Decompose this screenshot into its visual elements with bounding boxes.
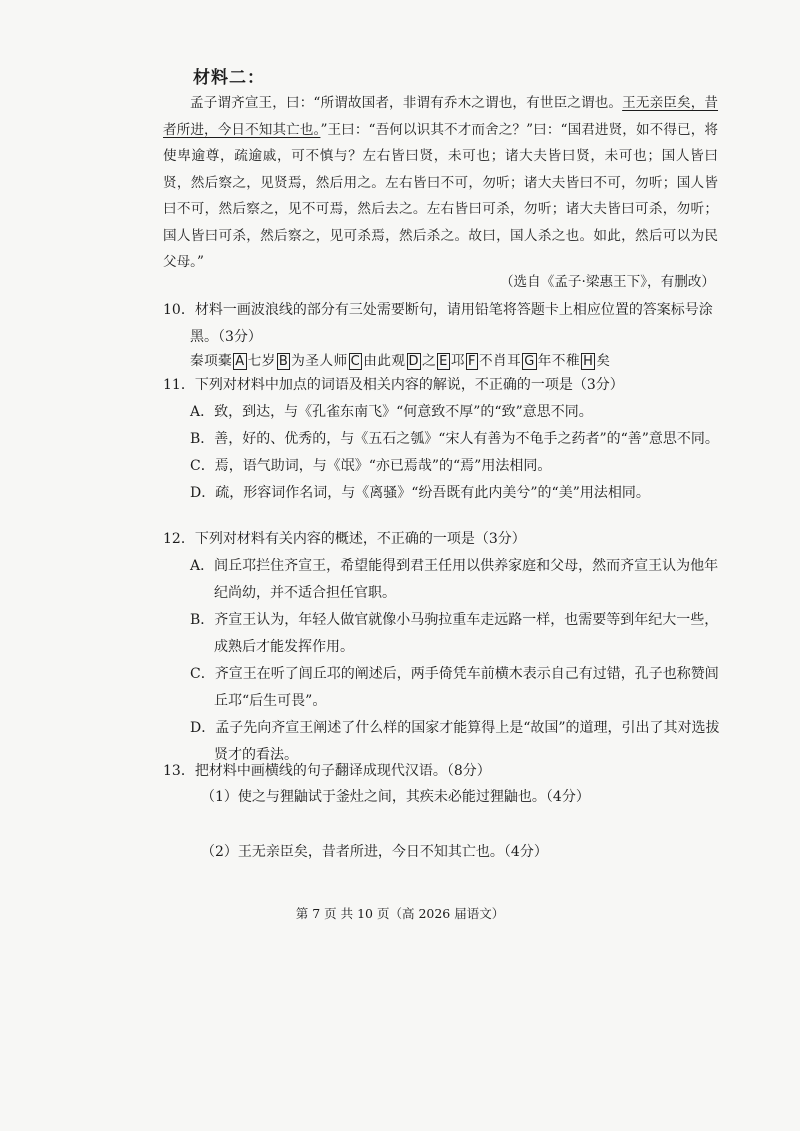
segment-text: 不肖耳: [478, 353, 522, 369]
question-12-stem: 12．下列对材料有关内容的概述，不正确的一项是（3分）: [163, 531, 526, 547]
passage-text-a: 孟子谓齐宣王，曰：“所谓故国者，非谓有乔木之谓也，有世臣之谓也。: [190, 95, 623, 111]
segment-text: 年不稚: [537, 353, 581, 369]
segment-text: 为圣人师: [291, 353, 348, 369]
answer-box[interactable]: G: [524, 354, 535, 369]
passage-source: （选自《孟子·梁惠王下》，有删改）: [499, 274, 715, 290]
segmentation-sentence: [190, 349, 610, 370]
answer-box[interactable]: E: [439, 354, 448, 369]
question-12: [163, 526, 723, 769]
question-13-sub-2: （2）王无亲臣矣，昔者所进，今日不知其亡也。（4分）: [201, 844, 548, 860]
segment-text: 邛: [450, 353, 465, 369]
option-c[interactable]: C．焉，语气助词，与《氓》“亦已焉哉”的“焉”用法相同。: [190, 458, 552, 474]
answer-box[interactable]: A: [235, 354, 245, 369]
option-b[interactable]: B．齐宣王认为，年轻人做官就像小马驹拉重车走远路一样，也需要等到年纪大一些，成熟后才能发挥作用。: [190, 612, 719, 655]
question-11: [163, 372, 723, 507]
option-d[interactable]: D．疏，形容词作名词，与《离骚》“纷吾既有此内美兮”的“美”用法相同。: [190, 485, 650, 501]
material-heading: 材料二：: [193, 68, 265, 88]
question-10-stem: 10．材料一画波浪线的部分有三处需要断句，请用铅笔将答题卡上相应位置的答案标号涂黑。（3分）: [163, 302, 713, 345]
segment-text: 由此观: [363, 353, 406, 369]
answer-box[interactable]: F: [467, 354, 476, 369]
question-10: [163, 297, 723, 351]
question-13-stem: 13．把材料中画横线的句子翻译成现代汉语。（8分）: [163, 763, 491, 779]
segment-text: 七岁: [247, 353, 276, 369]
question-11-stem: 11．下列对材料中加点的词语及相关内容的解说，不正确的一项是（3分）: [163, 377, 624, 393]
option-a[interactable]: A．致，到达，与《孔雀东南飞》“何意致不厚”的“致”意思不同。: [190, 404, 593, 420]
answer-box[interactable]: H: [583, 354, 594, 369]
option-d[interactable]: D．孟子先向齐宣王阐述了什么样的国家才能算得上是“故国”的道理，引出了其对选拔贤才的看法。: [190, 720, 720, 763]
segment-text: 矣: [596, 353, 611, 369]
segment-text: 之: [422, 353, 437, 369]
option-c[interactable]: C．齐宣王在听了闾丘邛的阐述后，两手倚凭车前横木表示自己有过错，孔子也称赞闾丘邛“后生可畏”。: [190, 666, 719, 709]
question-13: [163, 758, 723, 785]
option-b[interactable]: B．善，好的、优秀的，与《五石之瓠》“宋人有善为不龟手之药者”的“善”意思不同。: [190, 431, 719, 447]
passage-paragraph: [163, 90, 718, 276]
segment-text: 秦项橐: [190, 353, 233, 369]
answer-box[interactable]: B: [278, 354, 289, 369]
answer-box[interactable]: C: [350, 354, 361, 369]
answer-box[interactable]: D: [408, 354, 420, 369]
page-footer: 第 7 页 共 10 页（高 2026 届语文）: [295, 906, 505, 921]
question-13-sub-1: （1）使之与狸鼬试于釜灶之间，其疾未必能过狸鼬也。（4分）: [201, 789, 590, 805]
passage: [163, 90, 718, 276]
option-a[interactable]: A．闾丘邛拦住齐宣王，希望能得到君王任用以供养家庭和父母，然而齐宣王认为他年纪尚幼，并不适合担任官职。: [190, 558, 719, 601]
passage-underlined-sentence: 王无亲臣矣，昔者所进，今日不知其亡也。: [163, 95, 719, 138]
passage-text-b: ”王曰：“吾何以识其不才而舍之？”曰：“国君进贤，如不得已，将使卑逾尊，疏逾戚，可不慎与？左右皆曰贤，未可也；诸大夫皆曰贤，未可也；国人皆曰贤，然后察之，见贤焉，然后用之。左右皆曰不可，勿听；诸大夫皆曰不可，勿听；国人皆曰不可，然后察之，见不可焉，然后去之。左右皆曰可杀，勿听；诸大夫皆曰可杀，勿听；国人皆曰可杀，然后察之，见可杀焉，然后杀之。故曰，国人杀之也。如此，然后可以为民父母。”: [163, 121, 719, 270]
